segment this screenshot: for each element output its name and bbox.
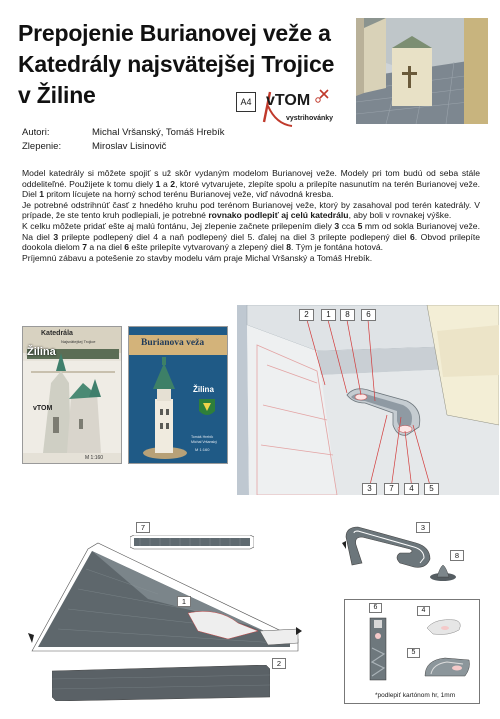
part-label-5: 5 bbox=[407, 648, 420, 658]
cover-katedrala-scale: M 1:160 bbox=[85, 455, 104, 461]
cover-burianova-title: Burianova veža bbox=[141, 338, 205, 348]
part-label-8: 8 bbox=[450, 550, 464, 561]
part-label-2: 2 bbox=[272, 658, 286, 669]
assembly-diagram bbox=[237, 305, 499, 495]
hero-photo bbox=[356, 18, 488, 124]
cover-katedrala-title: Katedrála bbox=[41, 330, 73, 337]
callout-4: 4 bbox=[404, 483, 419, 495]
cutout-parts bbox=[0, 505, 500, 719]
title-line-1: Prepojenie Burianovej veže a bbox=[18, 20, 331, 46]
brand-name: vTOM bbox=[266, 92, 311, 109]
format-badge: A4 bbox=[236, 92, 256, 112]
part-label-7: 7 bbox=[136, 522, 150, 533]
cardboard-note: *podlepiť kartónom hr, 1mm bbox=[375, 692, 456, 699]
cover-burianova-city: Žilina bbox=[193, 385, 214, 394]
publisher-logo bbox=[236, 86, 346, 130]
callout-6: 6 bbox=[361, 309, 376, 321]
authors-label: Autori: bbox=[22, 127, 50, 138]
cover-katedrala-city: Žilina bbox=[27, 346, 56, 358]
hero-photo-illustration bbox=[356, 18, 488, 124]
part-label-1: 1 bbox=[177, 596, 191, 607]
part-1-terrain bbox=[28, 539, 308, 659]
part-label-4: 4 bbox=[417, 606, 430, 616]
part-label-6: 6 bbox=[369, 603, 382, 613]
cover-burianova-credit-2: Michal Vršanský bbox=[191, 440, 218, 444]
part-2-strip bbox=[52, 665, 270, 701]
paragraph-1: Model katedrály si môžete spojiť s už skôr vydaným modelom Burianovej veže. Modely pri tom budú od seba stále oddeliteľné. Použijete k tomu diely 1 a 2, ktoré vytvarujete, zlepíte spolu a prilepíte nasunutím na terén Burianovej veže. Diel 1 pritom lícujete na horný schod terénu Burianovej veže, viď návodná kresba. bbox=[22, 168, 480, 200]
cover-katedrala bbox=[22, 326, 122, 464]
paragraph-2: Je potrebné odstrihnúť časť z hnedého kruhu pod terénom Burianovej veže, ktorý by zasahoval pod terén katedrály. V prípade, že ste tento kruh podlepiali, je potrebné rovnako podlepiť aj celú katedrálu, aby boli v rovnakej výške. bbox=[22, 199, 480, 221]
vtom-logo bbox=[262, 88, 342, 128]
callout-3: 3 bbox=[362, 483, 377, 495]
assembly-row bbox=[22, 140, 225, 154]
callout-8: 8 bbox=[340, 309, 355, 321]
paragraph-4: Príjemnú zábavu a potešenie zo stavby modelu vám praje Michal Vršanský a Tomáš Hrebík. bbox=[22, 252, 373, 263]
title-line-3: v Žiline bbox=[18, 82, 96, 108]
cover-katedrala-brand: vTOM bbox=[33, 405, 53, 412]
credits bbox=[22, 126, 225, 154]
callout-7: 7 bbox=[384, 483, 399, 495]
assembly-drawing bbox=[237, 305, 499, 495]
cover-katedrala-subtitle: Najsvätejšej Trojice bbox=[61, 339, 96, 344]
paragraph-3: K celku môžete pridať ešte aj malú fontánu, Jej zlepenie začnete prilepením diely 3 cca 5 mm od sokla Burianovej veže. Na diel 3 prilepte podlepený diel 4 a naň podlepený diel 5. ďalej na diel 3 prilepte podlepený diel 6. Obvod prilepíte dookola dielom 7 a na diel 6 ešte prilepíte vytvarovaný a zlepený diel 8. Tým je fontána hotová. bbox=[22, 220, 480, 253]
part-label-3: 3 bbox=[416, 522, 430, 533]
assembly-label: Zlepenie: bbox=[22, 141, 62, 152]
callout-2: 2 bbox=[299, 309, 314, 321]
title-line-2: Katedrály najsvätejšej Trojice bbox=[18, 51, 335, 77]
callout-5: 5 bbox=[424, 483, 439, 495]
assembly-value: Miroslav Lisinovič bbox=[92, 141, 167, 152]
part-8-fountain-top bbox=[428, 561, 458, 583]
cover-burianova bbox=[128, 326, 228, 464]
cover-burianova-credit-1: Tomáš Hrebík bbox=[191, 435, 214, 439]
detail-box bbox=[344, 599, 480, 704]
authors-row bbox=[22, 126, 225, 140]
instructions-text bbox=[22, 168, 480, 263]
part-6-fountain-column bbox=[365, 614, 391, 684]
callout-1: 1 bbox=[321, 309, 336, 321]
brand-subtitle: vystrihovánky bbox=[286, 115, 334, 122]
cover-burianova-scale: M 1:160 bbox=[195, 447, 210, 452]
part-4-basin bbox=[425, 616, 465, 638]
part-5-basin bbox=[421, 654, 473, 680]
authors-value: Michal Vršanský, Tomáš Hrebík bbox=[92, 127, 225, 138]
